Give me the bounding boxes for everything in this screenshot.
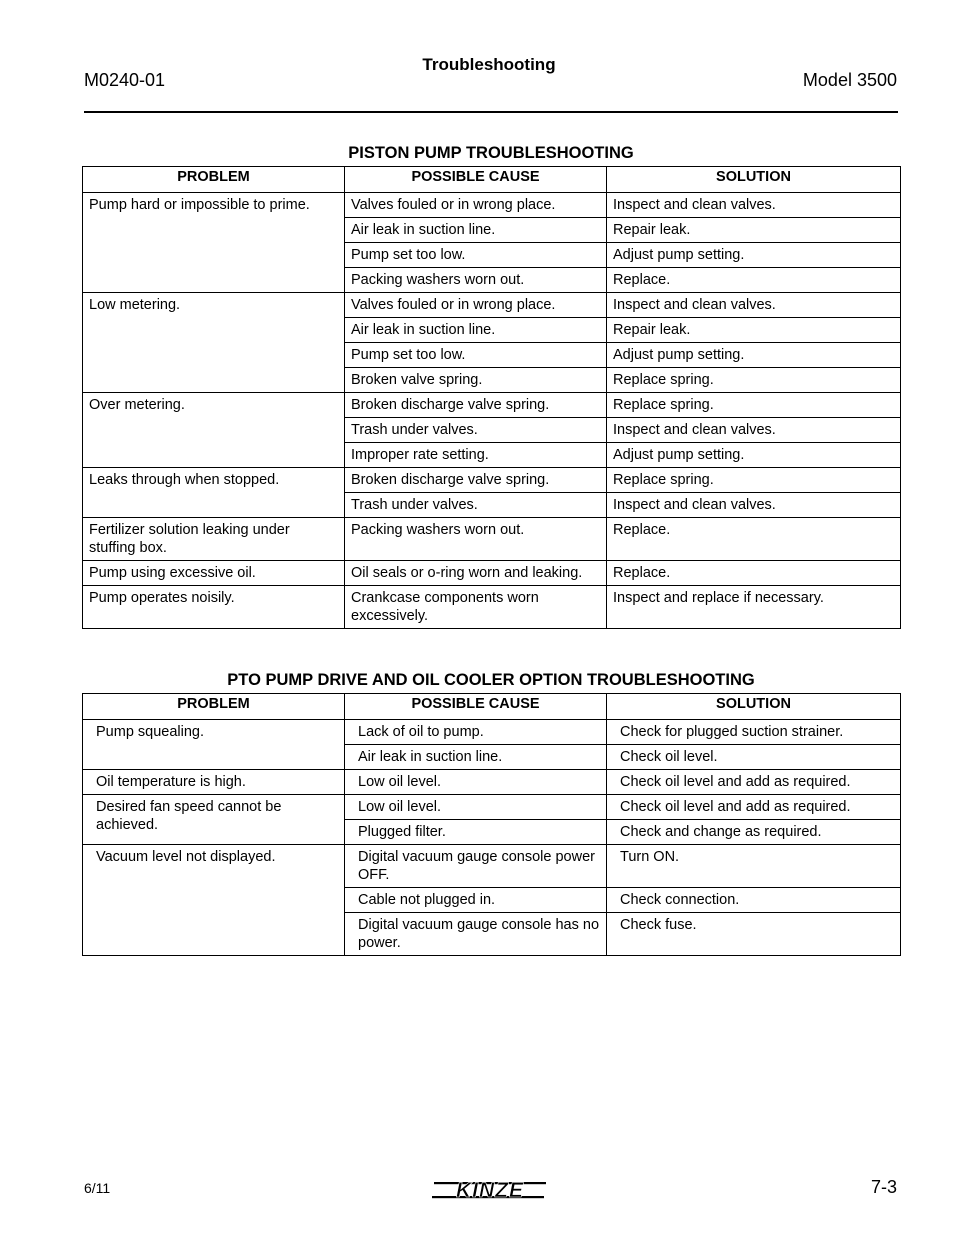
cause-cell: Crankcase components worn excessively.	[345, 586, 607, 629]
column-header-problem: PROBLEM	[83, 694, 345, 720]
solution-cell: Replace spring.	[607, 393, 901, 418]
table-row	[83, 845, 901, 888]
cause-cell: Air leak in suction line.	[345, 745, 607, 770]
table-row	[83, 770, 901, 795]
kinze-logo	[430, 1176, 550, 1204]
cause-cell: Broken discharge valve spring.	[345, 393, 607, 418]
problem-cell: Low metering.	[83, 293, 345, 393]
piston-table-title: PISTON PUMP TROUBLESHOOTING	[348, 144, 634, 162]
pto-table-title: PTO PUMP DRIVE AND OIL COOLER OPTION TROUBLESHOOTING	[227, 671, 755, 689]
problem-cell: Desired fan speed cannot be achieved.	[83, 795, 345, 845]
piston-pump-table	[82, 166, 901, 629]
solution-cell: Check fuse.	[607, 913, 901, 956]
solution-cell: Adjust pump setting.	[607, 443, 901, 468]
cause-cell: Digital vacuum gauge console has no power.	[345, 913, 607, 956]
cause-cell: Digital vacuum gauge console power OFF.	[345, 845, 607, 888]
cause-cell: Trash under valves.	[345, 418, 607, 443]
cause-cell: Pump set too low.	[345, 243, 607, 268]
cause-cell: Valves fouled or in wrong place.	[345, 193, 607, 218]
solution-cell: Inspect and clean valves.	[607, 418, 901, 443]
solution-cell: Replace spring.	[607, 368, 901, 393]
problem-cell: Pump squealing.	[83, 720, 345, 770]
page-number: 7-3	[870, 1177, 897, 1197]
problem-cell: Vacuum level not displayed.	[83, 845, 345, 956]
solution-cell: Check for plugged suction strainer.	[607, 720, 901, 745]
model-label: Model 3500	[802, 70, 897, 90]
cause-cell: Low oil level.	[345, 770, 607, 795]
cause-cell: Plugged filter.	[345, 820, 607, 845]
table-row	[83, 586, 901, 629]
solution-cell: Check connection.	[607, 888, 901, 913]
table-row	[83, 193, 901, 218]
column-header-problem: PROBLEM	[83, 167, 345, 193]
section-title: Troubleshooting	[422, 55, 556, 74]
cause-cell: Broken discharge valve spring.	[345, 468, 607, 493]
problem-cell: Pump operates noisily.	[83, 586, 345, 629]
kinze-logo-text: KINZE	[456, 1179, 524, 1202]
cause-cell: Broken valve spring.	[345, 368, 607, 393]
problem-cell: Oil temperature is high.	[83, 770, 345, 795]
solution-cell: Turn ON.	[607, 845, 901, 888]
solution-cell: Adjust pump setting.	[607, 343, 901, 368]
solution-cell: Inspect and clean valves.	[607, 293, 901, 318]
column-header-solution: SOLUTION	[607, 694, 901, 720]
solution-cell: Inspect and replace if necessary.	[607, 586, 901, 629]
table-row	[83, 393, 901, 418]
solution-cell: Check oil level.	[607, 745, 901, 770]
solution-cell: Replace.	[607, 561, 901, 586]
solution-cell: Replace spring.	[607, 468, 901, 493]
problem-cell: Leaks through when stopped.	[83, 468, 345, 518]
solution-cell: Repair leak.	[607, 218, 901, 243]
cause-cell: Improper rate setting.	[345, 443, 607, 468]
cause-cell: Air leak in suction line.	[345, 318, 607, 343]
problem-cell: Over metering.	[83, 393, 345, 468]
cause-cell: Trash under valves.	[345, 493, 607, 518]
column-header-cause: POSSIBLE CAUSE	[345, 694, 607, 720]
solution-cell: Inspect and clean valves.	[607, 493, 901, 518]
solution-cell: Inspect and clean valves.	[607, 193, 901, 218]
problem-cell: Pump hard or impossible to prime.	[83, 193, 345, 293]
cause-cell: Air leak in suction line.	[345, 218, 607, 243]
solution-cell: Replace.	[607, 518, 901, 561]
table-row	[83, 518, 901, 561]
table-row	[83, 293, 901, 318]
cause-cell: Packing washers worn out.	[345, 268, 607, 293]
column-header-solution: SOLUTION	[607, 167, 901, 193]
revision-date: 6/11	[84, 1180, 111, 1196]
solution-cell: Repair leak.	[607, 318, 901, 343]
solution-cell: Replace.	[607, 268, 901, 293]
solution-cell: Check and change as required.	[607, 820, 901, 845]
solution-cell: Check oil level and add as required.	[607, 795, 901, 820]
cause-cell: Low oil level.	[345, 795, 607, 820]
cause-cell: Pump set too low.	[345, 343, 607, 368]
table-row	[83, 720, 901, 745]
pto-pump-table	[82, 693, 901, 956]
document-number: M0240-01	[84, 70, 166, 90]
problem-cell: Fertilizer solution leaking under stuffing box.	[83, 518, 345, 561]
cause-cell: Lack of oil to pump.	[345, 720, 607, 745]
table-row	[83, 795, 901, 820]
table-row	[83, 561, 901, 586]
solution-cell: Check oil level and add as required.	[607, 770, 901, 795]
table-header-row	[83, 167, 901, 193]
header-divider	[84, 111, 898, 113]
column-header-cause: POSSIBLE CAUSE	[345, 167, 607, 193]
cause-cell: Cable not plugged in.	[345, 888, 607, 913]
problem-cell: Pump using excessive oil.	[83, 561, 345, 586]
cause-cell: Valves fouled or in wrong place.	[345, 293, 607, 318]
cause-cell: Oil seals or o-ring worn and leaking.	[345, 561, 607, 586]
table-header-row	[83, 694, 901, 720]
solution-cell: Adjust pump setting.	[607, 243, 901, 268]
table-row	[83, 468, 901, 493]
cause-cell: Packing washers worn out.	[345, 518, 607, 561]
